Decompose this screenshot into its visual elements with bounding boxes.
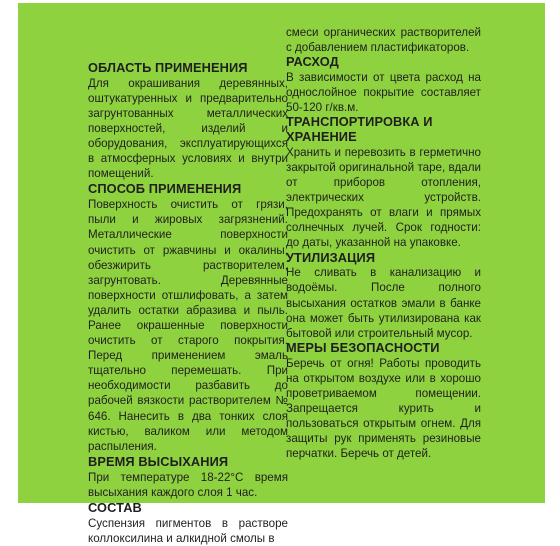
section-transport-storage (286, 115, 481, 250)
section-drying-time (88, 455, 288, 500)
right-column (286, 25, 481, 461)
section-area-of-use (88, 61, 288, 181)
section-disposal (286, 251, 481, 341)
section-title: ТРАНСПОРТИРОВКА И ХРАНЕНИЕ (286, 114, 433, 145)
section-body: В зависимости от цвета расход на однослойное покрытие составляет 50-120 г/кв.м. (286, 70, 481, 115)
section-body: Суспензия пигментов в растворе коллоксилина и алкидной смолы в (88, 516, 288, 545)
section-body: При температуре 18-22°С время высыхания каждого слоя 1 час. (88, 470, 288, 499)
section-composition-continued (286, 25, 481, 55)
section-title: МЕРЫ БЕЗОПАСНОСТИ (286, 339, 440, 355)
section-composition (88, 501, 288, 546)
section-title: ОБЛАСТЬ ПРИМЕНЕНИЯ (88, 60, 248, 75)
section-body: Беречь от огня! Работы проводить на открытом воздухе или в хорошо проветриваемом помещении. Запрещается курить и пользоваться открытым огнем. Для защиты рук применять резиновые перчатки. Беречь от детей. (286, 356, 481, 461)
section-title: РАСХОД (286, 54, 339, 70)
section-method-of-use (88, 182, 288, 453)
section-title: СПОСОБ ПРИМЕНЕНИЯ (88, 181, 242, 197)
section-body: Для окрашивания деревянных, оштукатуренных и предварительно загрунтованных металлических поверхностей, изделий и оборудования, эксплуатирующихся в атмосферных условиях и внутри помещений. (88, 76, 288, 181)
section-title: УТИЛИЗАЦИЯ (286, 249, 376, 265)
left-column (88, 61, 288, 546)
section-consumption (286, 55, 481, 115)
section-safety (286, 341, 481, 461)
section-title: ВРЕМЯ ВЫСЫХАНИЯ (88, 453, 229, 469)
section-body: Хранить и перевозить в герметично закрытой оригинальной таре, вдали от приборов отопления, электрических устройств. Предохранять от влаги и прямых солнечных лучей. Срок годности: до даты, указанной на упаковке. (286, 145, 481, 250)
section-body: Поверхность очистить от грязи, пыли и жировых загрязнений. Металлические поверхности очистить от ржавчины и окалины, обезжирить растворителем, загрунтовать. Деревянные поверхности отшлифовать, а затем удалить остатки абразива и пыль. Ранее окрашенные поверхности очистить от старого покрытия. Перед применением эмаль тщательно перемешать. При необходимости разбавить до рабочей вязкости растворителем № 646. Нанесить в два тонких слоя кистью, валиком или методом распыления. (88, 198, 288, 453)
section-title: СОСТАВ (88, 499, 142, 515)
section-body: смеси органических растворителей с добавлением пластификаторов. (286, 26, 481, 55)
label-panel (18, 3, 545, 545)
section-body: Не сливать в канализацию и водоёмы. После полного высыхания остатков эмали в банке она может быть утилизирована как бытовой или строительный мусор. (286, 266, 481, 340)
